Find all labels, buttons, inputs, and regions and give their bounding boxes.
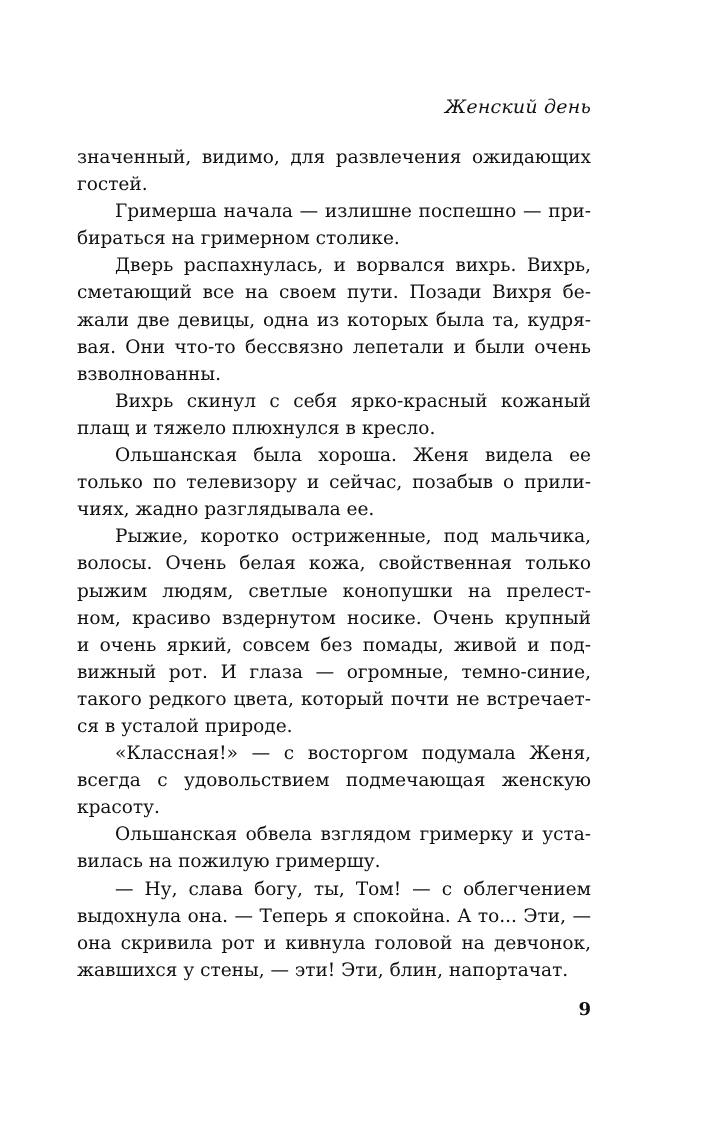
paragraph-first-line: Вихрь скинул с себя ярко-красный кожаный xyxy=(115,390,591,412)
text-line: вижный рот. И глаза — огромные, темно-синие, xyxy=(77,661,591,683)
text-line: волосы. Очень белая кожа, свойственная только xyxy=(77,553,591,575)
text-line: гостей. xyxy=(77,174,148,196)
text-line: такого редкого цвета, который почти не встречает- xyxy=(77,688,591,710)
running-header: Женский день xyxy=(444,96,591,118)
text-line: рыжим людям, светлые конопушки на прелест- xyxy=(77,580,591,602)
text-line: жали две девицы, одна из которых была та, кудря- xyxy=(77,309,591,331)
body-text xyxy=(77,144,591,984)
text-line: бираться на гримерном столике. xyxy=(77,228,400,250)
text-line: всегда с удовольствием подмечающая женскую xyxy=(77,770,591,792)
text-line: вая. Они что-то бессвязно лепетали и были очень xyxy=(77,336,591,358)
paragraph-first-line: Ольшанская была хороша. Женя видела ее xyxy=(115,445,591,467)
text-line: ном, красиво вздернутом носике. Очень крупный xyxy=(77,607,591,629)
text-line: плащ и тяжело плюхнулся в кресло. xyxy=(77,417,436,439)
text-line: и очень яркий, совсем без помады, живой и под- xyxy=(77,634,591,656)
text-line: жавшихся у стены, — эти! Эти, блин, напортачат. xyxy=(77,959,569,981)
text-line: значенный, видимо, для развлечения ожидающих xyxy=(77,147,591,168)
page-number: 9 xyxy=(578,999,591,1020)
text-line: вилась на пожилую гримершу. xyxy=(77,851,381,873)
paragraph-first-line: Дверь распахнулась, и ворвался вихрь. Вихрь, xyxy=(115,255,591,277)
paragraph-first-line: Ольшанская обвела взглядом гримерку и уста- xyxy=(115,824,591,846)
paragraph-first-line: Рыжие, коротко остриженные, под мальчика, xyxy=(115,526,591,548)
text-line: только по телевизору и сейчас, позабыв о прили- xyxy=(77,472,591,494)
text-line: она скривила рот и кивнула головой на девчонок, xyxy=(77,932,591,954)
paragraph-first-line: Гримерша начала — излишне поспешно — при- xyxy=(115,201,591,223)
paragraph-first-line: — Ну, слава богу, ты, Том! — с облегчением xyxy=(115,878,591,900)
paragraph-first-line: «Классная!» — с восторгом подумала Женя, xyxy=(115,743,591,765)
text-line: красоту. xyxy=(77,797,160,819)
text-line: сметающий все на своем пути. Позади Вихря бе- xyxy=(77,282,591,304)
text-line: ся в усталой природе. xyxy=(77,715,293,737)
text-line: выдохнула она. — Теперь я спокойна. А то... Эти, — xyxy=(77,905,591,927)
text-line: чиях, жадно разглядывала ее. xyxy=(77,499,375,521)
text-line: взволнованны. xyxy=(77,363,221,385)
